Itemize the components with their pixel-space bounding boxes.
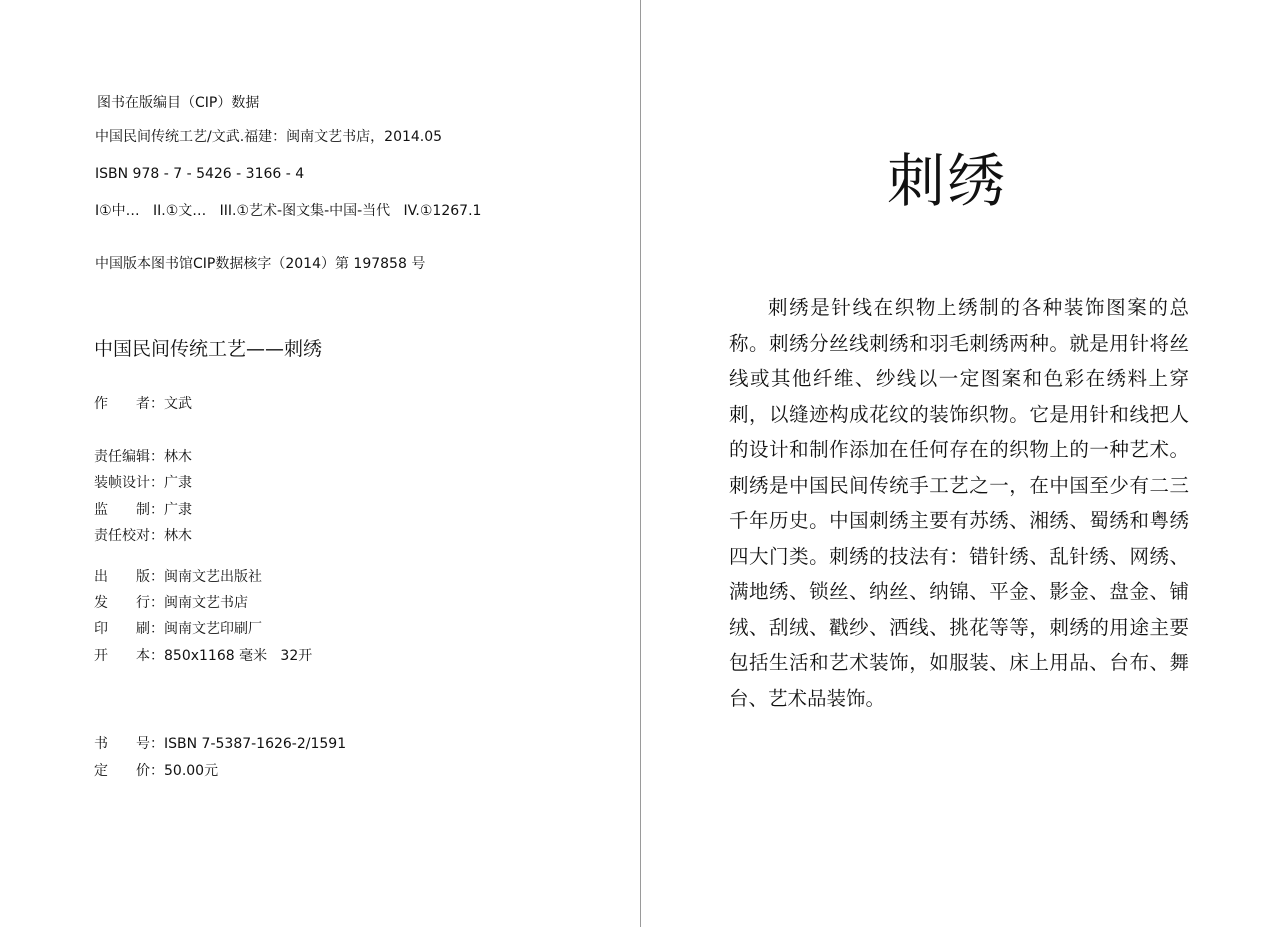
colophon-value: 林木 bbox=[164, 449, 192, 465]
colophon-label: 印 刷 bbox=[94, 621, 150, 637]
colophon-value: 文武 bbox=[164, 396, 192, 412]
colophon-label: 发 行 bbox=[94, 595, 150, 611]
colophon-row-distributor: 发 行 ： 闽南文艺书店 bbox=[94, 592, 248, 612]
colophon-label: 作 者 bbox=[94, 396, 150, 412]
content-page bbox=[641, 0, 1280, 927]
colophon-value: ISBN 7-5387-1626-2/1591 bbox=[164, 736, 347, 752]
colophon-value: 闽南文艺书店 bbox=[164, 595, 248, 611]
colophon-row-editor: 责任编辑 ： 林木 bbox=[94, 446, 192, 466]
colophon-row-format: 开 本 ： 850x1168 毫米 32开 bbox=[94, 645, 312, 665]
colophon-label: 定 价 bbox=[94, 763, 150, 779]
colophon-label: 出 版 bbox=[94, 569, 150, 585]
book-title: 中国民间传统工艺——刺绣 bbox=[94, 338, 323, 360]
colophon-value: 50.00元 bbox=[164, 763, 219, 779]
cip-line-record-number: 中国版本图书馆CIP数据核字（2014）第 197858 号 bbox=[95, 256, 426, 272]
cip-line-citation: 中国民间传统工艺/文武.福建：闽南文艺书店，2014.05 bbox=[95, 129, 443, 145]
colophon-row-publisher: 出 版 ： 闽南文艺出版社 bbox=[94, 566, 262, 586]
colophon-label: 装帧设计 bbox=[94, 475, 150, 491]
colophon-row-price: 定 价 ： 50.00元 bbox=[94, 760, 218, 780]
cip-line-isbn: ISBN 978 - 7 - 5426 - 3166 - 4 bbox=[95, 166, 305, 182]
colophon-row-book-number: 书 号 ： ISBN 7-5387-1626-2/1591 bbox=[94, 733, 346, 753]
chapter-title: 刺绣 bbox=[886, 147, 1007, 215]
colophon-row-printer: 印 刷 ： 闽南文艺印刷厂 bbox=[94, 618, 262, 638]
colophon-label: 书 号 bbox=[94, 736, 150, 752]
colophon-row-proofreader: 责任校对 ： 林木 bbox=[94, 525, 192, 545]
colophon-row-author: 作 者 ： 文武 bbox=[94, 393, 192, 413]
colophon-label: 开 本 bbox=[94, 648, 150, 664]
colophon-value: 闽南文艺印刷厂 bbox=[164, 621, 262, 637]
colophon-label: 责任校对 bbox=[94, 528, 150, 544]
cip-line-classification: I①中… II.①文… III.①艺术-图文集-中国-当代 IV.①1267.1 bbox=[95, 203, 482, 219]
colophon-value: 林木 bbox=[164, 528, 192, 544]
colophon-value: 广隶 bbox=[164, 502, 192, 518]
colophon-row-designer: 装帧设计 ： 广隶 bbox=[94, 472, 192, 492]
colophon-label: 监 制 bbox=[94, 502, 150, 518]
cip-heading: 图书在版编目（CIP）数据 bbox=[97, 95, 260, 111]
colophon-label: 责任编辑 bbox=[94, 449, 150, 465]
body-paragraph: 刺绣是针线在织物上绣制的各种装饰图案的总称。刺绣分丝线刺绣和羽毛刺绣两种。就是用针将丝线或其他纤维、纱线以一定图案和色彩在绣料上穿刺，以缝迹构成花纹的装饰织物。它是用针和线把人的设计和制作添加在任何存在的织物上的一种艺术。刺绣是中国民间传统手工艺之一，在中国至少有二三千年历史。中国刺绣主要有苏绣、湘绣、蜀绣和粤绣四大门类。刺绣的技法有：错针绣、乱针绣、网绣、满地绣、锁丝、纳丝、纳锦、平金、影金、盘金、铺绒、刮绒、戳纱、洒线、挑花等等，刺绣的用途主要包括生活和艺术装饰，如服装、床上用品、台布、舞台、艺术品装饰。 bbox=[729, 296, 1189, 710]
colophon-value: 闽南文艺出版社 bbox=[164, 569, 262, 585]
colophon-value: 850x1168 毫米 32开 bbox=[164, 648, 313, 664]
colophon-value: 广隶 bbox=[164, 475, 192, 491]
colophon-row-supervisor: 监 制 ： 广隶 bbox=[94, 499, 192, 519]
